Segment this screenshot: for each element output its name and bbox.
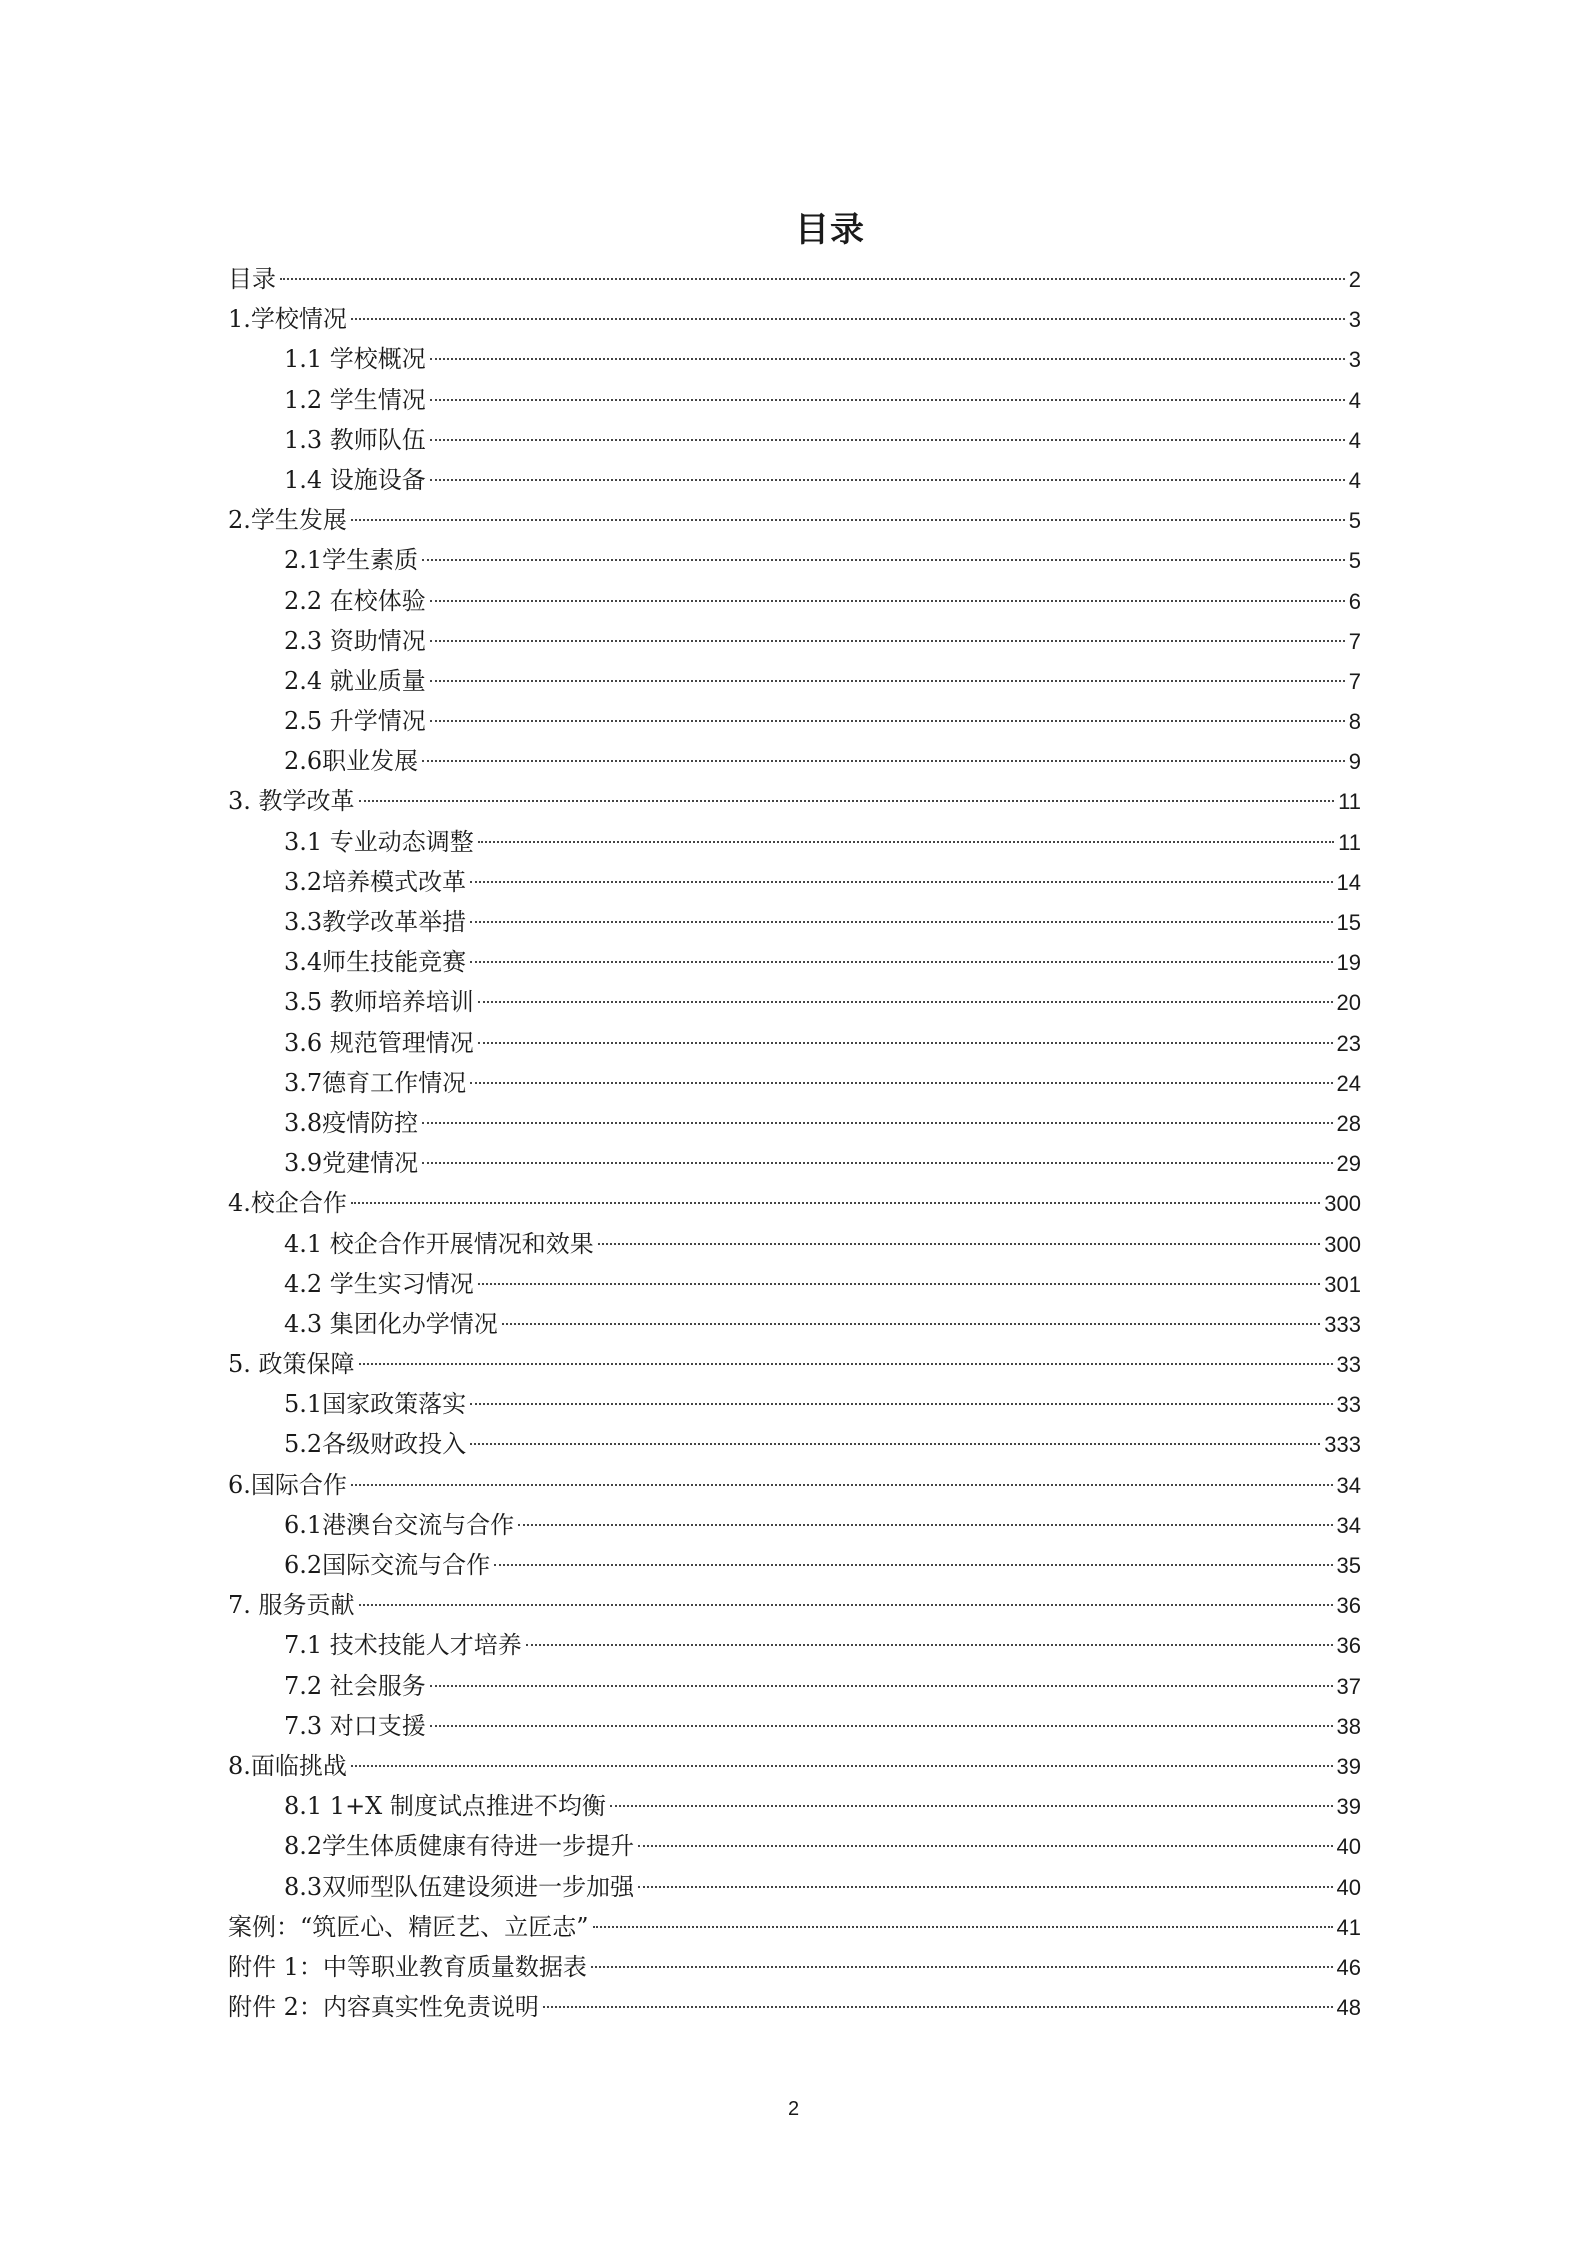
toc-entry-label: 1.学校情况 xyxy=(228,305,347,334)
toc-entry-page: 37 xyxy=(1336,1673,1361,1699)
toc-entry-label: 1.2 学生情况 xyxy=(284,385,426,414)
toc-entry-label: 2.4 就业质量 xyxy=(284,666,426,695)
toc-entry[interactable] xyxy=(228,299,1361,339)
toc-entry[interactable] xyxy=(228,1826,1361,1866)
toc-dot-leader xyxy=(610,1805,1333,1807)
toc-entry-page: 41 xyxy=(1336,1914,1361,1940)
toc-entry[interactable] xyxy=(228,1666,1361,1706)
toc-dot-leader xyxy=(422,1162,1332,1164)
toc-dot-leader xyxy=(598,1243,1320,1245)
toc-entry-page: 34 xyxy=(1336,1472,1361,1498)
toc-dot-leader xyxy=(430,600,1345,602)
toc-entry[interactable] xyxy=(228,661,1361,701)
toc-entry-label: 3. 教学改革 xyxy=(228,787,355,816)
toc-entry[interactable] xyxy=(228,621,1361,661)
toc-entry-page: 11 xyxy=(1338,829,1361,855)
toc-entry-page: 333 xyxy=(1324,1311,1361,1337)
toc-dot-leader xyxy=(638,1886,1332,1888)
toc-entry-label: 7.3 对口支援 xyxy=(284,1711,426,1740)
toc-entry-label: 8.面临挑战 xyxy=(228,1751,347,1780)
toc-entry[interactable] xyxy=(228,822,1361,862)
toc-entry-page: 4 xyxy=(1348,467,1361,493)
toc-entry-label: 3.1 专业动态调整 xyxy=(284,827,474,856)
toc-entry[interactable] xyxy=(228,1505,1361,1545)
toc-entry-label: 3.8疫情防控 xyxy=(284,1108,419,1137)
toc-entry-page: 6 xyxy=(1348,588,1361,614)
toc-dot-leader xyxy=(422,760,1345,762)
toc-entry-page: 7 xyxy=(1348,668,1361,694)
toc-entry[interactable] xyxy=(228,1103,1361,1143)
toc-dot-leader xyxy=(591,1966,1333,1968)
toc-entry[interactable] xyxy=(228,420,1361,460)
toc-entry-label: 2.6职业发展 xyxy=(284,747,419,776)
toc-entry-label: 6.1港澳台交流与合作 xyxy=(284,1510,515,1539)
toc-entry[interactable] xyxy=(228,862,1361,902)
toc-entry[interactable] xyxy=(228,1585,1361,1625)
toc-dot-leader xyxy=(430,680,1345,682)
toc-dot-leader xyxy=(351,318,1345,320)
toc-entry-label: 附件 2：内容真实性免责说明 xyxy=(228,1993,539,2022)
toc-entry[interactable] xyxy=(228,1625,1361,1665)
toc-entry-page: 11 xyxy=(1338,789,1361,815)
toc-entry-page: 5 xyxy=(1348,548,1361,574)
toc-entry-label: 1.3 教师队伍 xyxy=(284,425,426,454)
toc-entry-label: 案例：“筑匠心、精匠艺、立匠志” xyxy=(228,1912,589,1941)
toc-entry-label: 目录 xyxy=(228,265,276,293)
toc-dot-leader xyxy=(351,1484,1333,1486)
toc-entry-label: 5. 政策保障 xyxy=(228,1350,355,1379)
toc-entry-page: 2 xyxy=(1348,267,1361,292)
toc-entry-label: 7. 服务贡献 xyxy=(228,1591,355,1620)
toc-entry[interactable] xyxy=(228,1947,1361,1987)
toc-entry[interactable] xyxy=(228,540,1361,580)
toc-dot-leader xyxy=(526,1644,1333,1646)
toc-entry-label: 8.1 1+X 制度试点推进不均衡 xyxy=(284,1792,606,1821)
toc-entry[interactable] xyxy=(228,741,1361,781)
toc-entry[interactable] xyxy=(228,1304,1361,1344)
toc-dot-leader xyxy=(430,399,1345,401)
toc-entry[interactable] xyxy=(228,460,1361,500)
toc-entry-page: 48 xyxy=(1336,1995,1361,2021)
toc-dot-leader xyxy=(351,519,1345,521)
toc-dot-leader xyxy=(470,1443,1320,1445)
toc-entry-label: 4.2 学生实习情况 xyxy=(284,1269,474,1298)
toc-entry-page: 7 xyxy=(1348,628,1361,654)
toc-entry-label: 3.3教学改革举措 xyxy=(284,908,467,936)
toc-dot-leader xyxy=(430,1685,1333,1687)
page-number: 2 xyxy=(787,2098,800,2120)
toc-entry-page: 4 xyxy=(1348,387,1361,413)
toc-entry-page: 14 xyxy=(1336,869,1361,895)
toc-entry-label: 2.2 在校体验 xyxy=(284,586,426,615)
toc-entry-label: 3.9党建情况 xyxy=(284,1149,419,1178)
toc-entry[interactable] xyxy=(228,1907,1361,1947)
toc-entry-page: 39 xyxy=(1336,1794,1361,1820)
toc-entry[interactable] xyxy=(228,1344,1361,1384)
toc-entry-page: 300 xyxy=(1324,1191,1361,1217)
toc-entry-label: 8.3双师型队伍建设须进一步加强 xyxy=(284,1872,635,1901)
page-title: 目录 xyxy=(795,210,865,250)
toc-entry-page: 29 xyxy=(1336,1151,1361,1177)
toc-dot-leader xyxy=(543,2006,1333,2008)
toc-entry[interactable] xyxy=(228,380,1361,420)
toc-dot-leader xyxy=(359,1604,1333,1606)
toc-entry[interactable] xyxy=(228,942,1361,982)
toc-entry-label: 2.1学生素质 xyxy=(284,546,419,575)
toc-entry[interactable] xyxy=(228,1465,1361,1505)
toc-entry[interactable] xyxy=(228,1987,1361,2027)
toc-dot-leader xyxy=(351,1765,1333,1767)
toc-entry-page: 333 xyxy=(1324,1432,1361,1458)
toc-entry[interactable] xyxy=(228,982,1361,1022)
toc-entry-page: 46 xyxy=(1336,1954,1361,1980)
toc-dot-leader xyxy=(430,720,1345,722)
toc-entry[interactable] xyxy=(228,1183,1361,1223)
toc-entry-page: 3 xyxy=(1348,307,1361,333)
toc-entry-page: 9 xyxy=(1348,749,1361,775)
toc-entry[interactable] xyxy=(228,1224,1361,1264)
toc-entry-label: 6.2国际交流与合作 xyxy=(284,1551,491,1579)
toc-dot-leader xyxy=(351,1202,1320,1204)
toc-entry[interactable] xyxy=(228,1384,1361,1424)
toc-entry[interactable] xyxy=(228,1143,1361,1183)
toc-dot-leader xyxy=(430,439,1345,441)
toc-entry-label: 1.4 设施设备 xyxy=(284,465,426,494)
toc-entry[interactable] xyxy=(228,902,1361,942)
toc-entry-label: 7.1 技术技能人才培养 xyxy=(284,1631,522,1660)
toc-entry-label: 6.国际合作 xyxy=(228,1470,347,1499)
toc-dot-leader xyxy=(359,800,1335,802)
toc-entry-label: 附件 1：中等职业教育质量数据表 xyxy=(228,1952,587,1981)
toc-dot-leader xyxy=(502,1323,1320,1325)
toc-entry-page: 40 xyxy=(1336,1874,1361,1900)
toc-entry-label: 3.5 教师培养培训 xyxy=(284,988,474,1017)
table-of-contents xyxy=(228,259,1361,2027)
toc-entry-page: 20 xyxy=(1336,990,1361,1016)
toc-entry[interactable] xyxy=(228,259,1361,299)
toc-entry-label: 4.1 校企合作开展情况和效果 xyxy=(284,1229,594,1258)
toc-entry-page: 28 xyxy=(1336,1110,1361,1136)
toc-entry[interactable] xyxy=(228,1867,1361,1907)
toc-dot-leader xyxy=(430,479,1345,481)
toc-entry-page: 33 xyxy=(1336,1352,1361,1378)
toc-entry-page: 23 xyxy=(1336,1030,1361,1056)
toc-entry-page: 4 xyxy=(1348,427,1361,453)
toc-entry-label: 1.1 学校概况 xyxy=(284,345,426,374)
toc-entry-label: 2.5 升学情况 xyxy=(284,707,426,736)
toc-entry-page: 33 xyxy=(1336,1392,1361,1418)
toc-dot-leader xyxy=(518,1524,1332,1526)
toc-dot-leader xyxy=(638,1845,1332,1847)
toc-dot-leader xyxy=(430,358,1345,360)
toc-entry-page: 8 xyxy=(1348,709,1361,735)
toc-dot-leader xyxy=(470,1082,1332,1084)
toc-entry-label: 2.3 资助情况 xyxy=(284,626,426,655)
toc-entry-page: 39 xyxy=(1336,1753,1361,1779)
toc-entry-page: 300 xyxy=(1324,1231,1361,1257)
toc-entry-label: 3.4师生技能竞赛 xyxy=(284,948,467,977)
toc-entry-label: 3.2培养模式改革 xyxy=(284,867,467,896)
toc-dot-leader xyxy=(478,1283,1320,1285)
toc-entry[interactable] xyxy=(228,781,1361,821)
toc-entry[interactable] xyxy=(228,581,1361,621)
toc-entry[interactable] xyxy=(228,500,1361,540)
toc-entry-page: 40 xyxy=(1336,1834,1361,1860)
toc-entry-label: 3.7德育工作情况 xyxy=(284,1068,467,1097)
toc-entry[interactable] xyxy=(228,1063,1361,1103)
toc-entry-label: 4.3 集团化办学情况 xyxy=(284,1309,498,1338)
toc-entry-label: 5.2各级财政投入 xyxy=(284,1430,467,1459)
toc-dot-leader xyxy=(478,1042,1333,1044)
toc-entry[interactable] xyxy=(228,1023,1361,1063)
toc-entry-page: 5 xyxy=(1348,508,1361,534)
toc-dot-leader xyxy=(430,640,1345,642)
toc-dot-leader xyxy=(470,961,1332,963)
toc-dot-leader xyxy=(470,881,1332,883)
toc-entry-page: 15 xyxy=(1336,910,1361,935)
toc-dot-leader xyxy=(422,559,1345,561)
toc-entry-page: 36 xyxy=(1336,1633,1361,1659)
toc-entry[interactable] xyxy=(228,339,1361,379)
toc-entry-label: 2.学生发展 xyxy=(228,506,347,535)
toc-entry-label: 3.6 规范管理情况 xyxy=(284,1028,474,1057)
toc-entry[interactable] xyxy=(228,1264,1361,1304)
toc-entry-label: 7.2 社会服务 xyxy=(284,1671,426,1700)
toc-entry-page: 24 xyxy=(1336,1070,1361,1096)
toc-entry-page: 19 xyxy=(1336,950,1361,976)
toc-entry[interactable] xyxy=(228,1424,1361,1464)
toc-dot-leader xyxy=(422,1122,1332,1124)
toc-dot-leader xyxy=(430,1725,1333,1727)
toc-dot-leader xyxy=(359,1363,1333,1365)
toc-entry-page: 38 xyxy=(1336,1713,1361,1739)
toc-dot-leader xyxy=(470,921,1332,923)
toc-dot-leader xyxy=(470,1403,1332,1405)
toc-entry-page: 35 xyxy=(1336,1553,1361,1578)
toc-entry[interactable] xyxy=(228,701,1361,741)
toc-entry-page: 36 xyxy=(1336,1593,1361,1619)
toc-entry-page: 34 xyxy=(1336,1512,1361,1538)
toc-entry-label: 4.校企合作 xyxy=(228,1189,347,1218)
toc-entry-label: 5.1国家政策落实 xyxy=(284,1390,467,1419)
toc-dot-leader xyxy=(280,278,1345,280)
toc-dot-leader xyxy=(478,841,1334,843)
toc-entry-page: 301 xyxy=(1324,1271,1361,1297)
toc-entry[interactable] xyxy=(228,1545,1361,1585)
toc-entry-page: 3 xyxy=(1348,347,1361,373)
toc-dot-leader xyxy=(494,1564,1332,1566)
toc-entry[interactable] xyxy=(228,1786,1361,1826)
toc-dot-leader xyxy=(478,1001,1333,1003)
toc-entry-label: 8.2学生体质健康有待进一步提升 xyxy=(284,1832,635,1861)
toc-entry[interactable] xyxy=(228,1706,1361,1746)
toc-entry[interactable] xyxy=(228,1746,1361,1786)
toc-dot-leader xyxy=(593,1926,1333,1928)
